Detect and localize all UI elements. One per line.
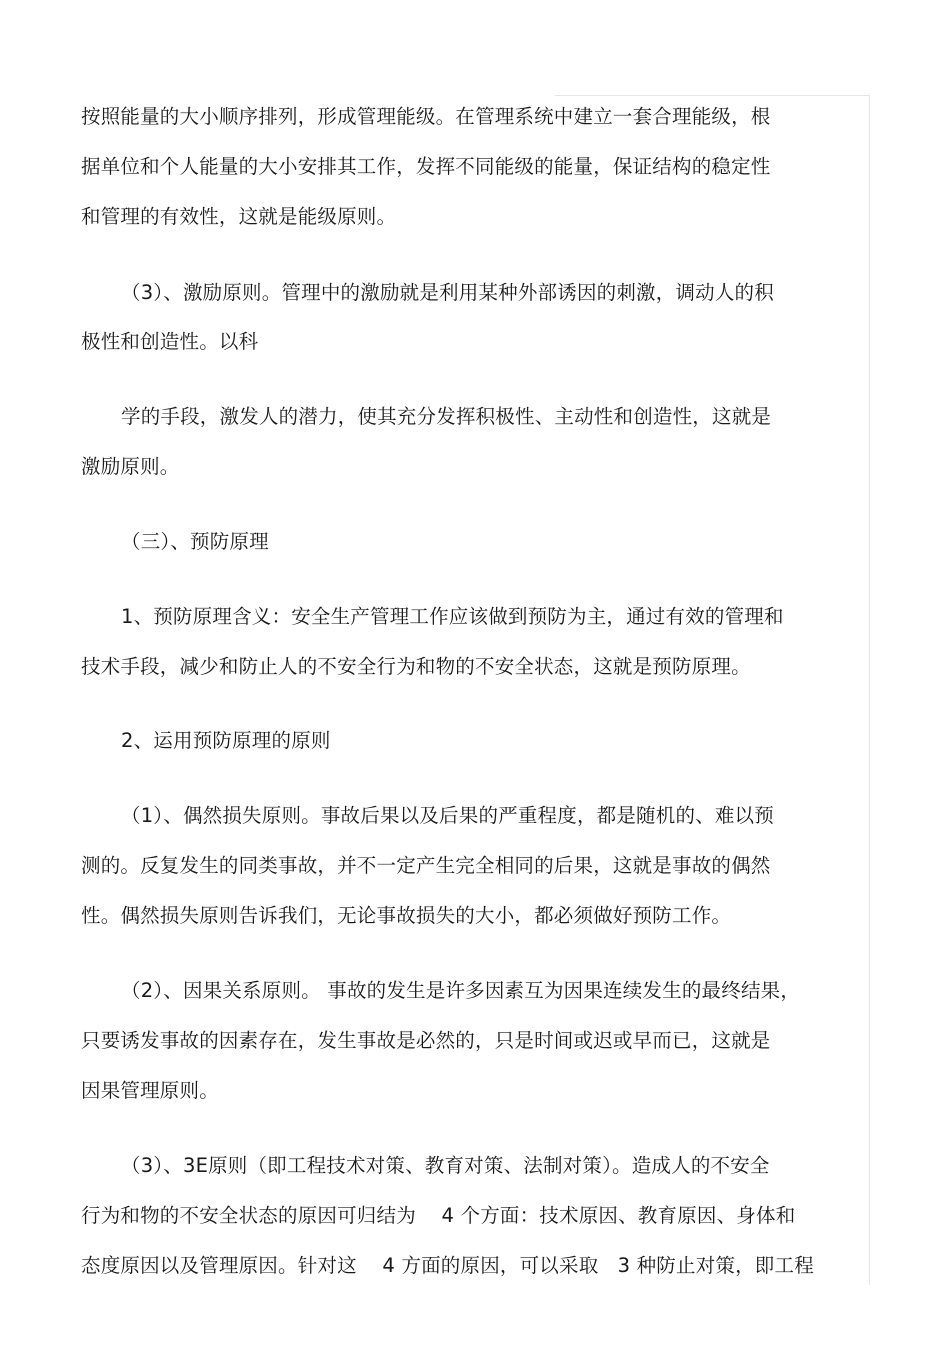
text-line: 据单位和个人能量的大小安排其工作，发挥不同能级的能量，保证结构的稳定性 <box>81 155 771 178</box>
section-heading: （三）、预防原理 <box>121 530 269 553</box>
text-line: （2）、因果关系原则。 事故的发生是许多因素互为因果连续发生的最终结果， <box>121 979 801 1002</box>
text-line: （3）、激励原则。管理中的激励就是利用某种外部诱因的刺激，调动人的积 <box>121 281 774 304</box>
text-line: 学的手段，激发人的潜力，使其充分发挥积极性、主动性和创造性，这就是 <box>121 405 772 428</box>
text-line: 按照能量的大小顺序排列，形成管理能级。在管理系统中建立一套合理能级，根 <box>81 105 771 128</box>
text-line: 因果管理原则。 <box>81 1079 219 1102</box>
text-line: 技术手段，减少和防止人的不安全行为和物的不安全状态，这就是预防原理。 <box>81 655 751 678</box>
text-line: 态度原因以及管理原因。针对这 4 方面的原因，可以采取 3 种防止对策，即工程 <box>81 1254 814 1277</box>
subheading: 2、运用预防原理的原则 <box>121 729 331 752</box>
text-line: 性。偶然损失原则告诉我们，无论事故损失的大小，都必须做好预防工作。 <box>81 904 732 927</box>
text-line: 极性和创造性。以科 <box>81 330 259 353</box>
page-border-right <box>869 95 870 1285</box>
text-line: 激励原则。 <box>81 455 180 478</box>
text-line: （3）、3E原则（即工程技术对策、教育对策、法制对策）。造成人的不安全 <box>121 1154 770 1177</box>
text-line: 只要诱发事故的因素存在，发生事故是必然的，只是时间或迟或早而已，这就是 <box>81 1029 771 1052</box>
text-line: 行为和物的不安全状态的原因可归结为 4 个方面：技术原因、教育原因、身体和 <box>81 1204 796 1227</box>
text-line: 和管理的有效性，这就是能级原则。 <box>81 205 397 228</box>
text-line: 测的。反复发生的同类事故，并不一定产生完全相同的后果，这就是事故的偶然 <box>81 854 771 877</box>
text-line: 1、预防原理含义：安全生产管理工作应该做到预防为主，通过有效的管理和 <box>121 605 784 628</box>
text-line: （1）、偶然损失原则。事故后果以及后果的严重程度，都是随机的、难以预 <box>121 804 774 827</box>
page-border-top <box>555 95 870 96</box>
